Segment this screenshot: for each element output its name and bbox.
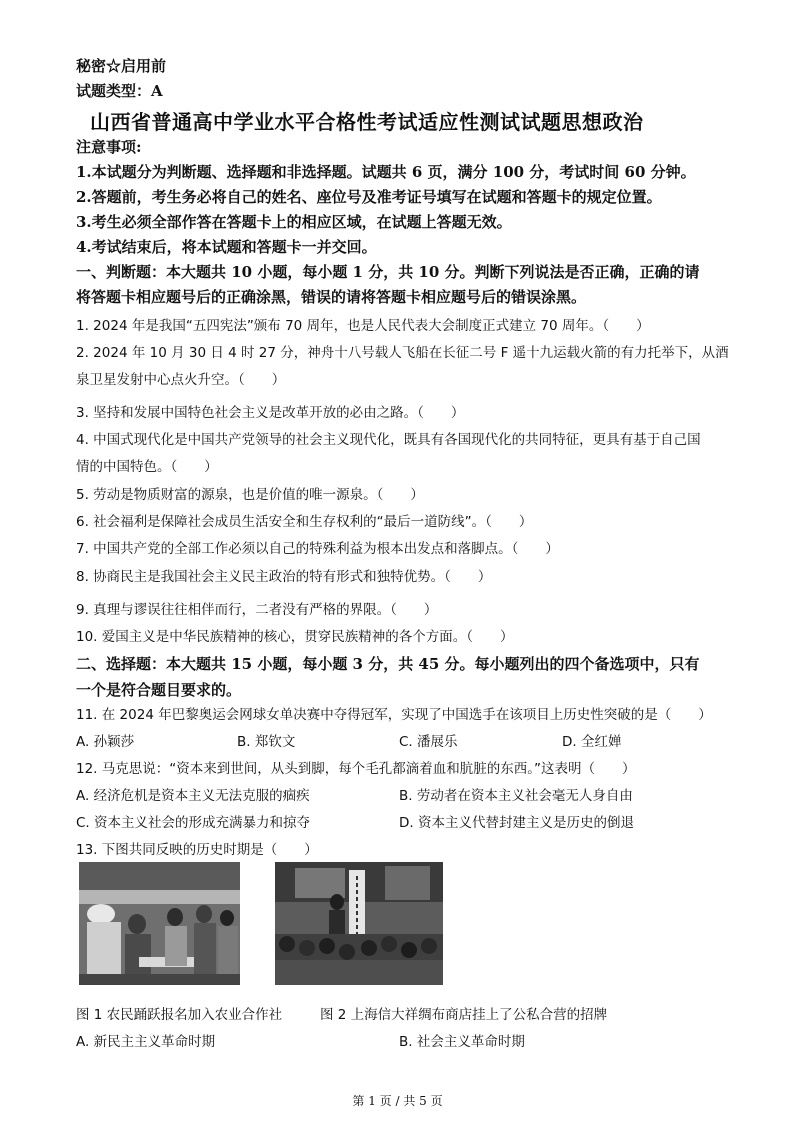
judge-question: 9. 真理与谬误往往相伴而行，二者没有严格的界限。（ ） bbox=[76, 602, 438, 618]
judge-question-cont: 情的中国特色。（ ） bbox=[76, 459, 218, 475]
secret-label: 秘密☆启用前 bbox=[76, 57, 167, 75]
choice-question-stem: 13. 下图共同反映的历史时期是（ ） bbox=[76, 842, 318, 858]
option-c: C. 潘展乐 bbox=[399, 734, 458, 750]
note-item: 4.考试结束后，将本试题和答题卡一并交回。 bbox=[76, 238, 377, 256]
option-d: D. 资本主义代替封建主义是历史的倒退 bbox=[399, 815, 634, 831]
choice-question-stem: 12. 马克思说：“资本来到世间，从头到脚，每个毛孔都滴着血和肮脏的东西。”这表明（ ） bbox=[76, 761, 636, 777]
judge-question-cont: 泉卫星发射中心点火升空。（ ） bbox=[76, 372, 286, 388]
note-item: 1.本试题分为判断题、选择题和非选择题。试题共 6 页，满分 100 分，考试时间 60 分钟。 bbox=[76, 163, 696, 181]
judge-question: 3. 坚持和发展中国特色社会主义是改革开放的必由之路。（ ） bbox=[76, 405, 465, 421]
section2-heading-cont: 一个是符合题目要求的。 bbox=[76, 681, 242, 699]
option-b: B. 郑钦文 bbox=[237, 734, 296, 750]
judge-question: 4. 中国式现代化是中国共产党领导的社会主义现代化，既具有各国现代化的共同特征，更具有基于自己国 bbox=[76, 432, 701, 448]
judge-question: 10. 爱国主义是中华民族精神的核心，贯穿民族精神的各个方面。（ ） bbox=[76, 629, 514, 645]
judge-question: 5. 劳动是物质财富的源泉，也是价值的唯一源泉。（ ） bbox=[76, 487, 424, 503]
notes-heading: 注意事项: bbox=[76, 138, 142, 156]
judge-question: 6. 社会福利是保障社会成员生活安全和生存权利的“最后一道防线”。（ ） bbox=[76, 514, 533, 530]
section1-heading-cont: 将答题卡相应题号后的正确涂黑，错误的请将答题卡相应题号后的错误涂黑。 bbox=[76, 288, 587, 306]
option-c: C. 资本主义社会的形成充满暴力和掠夺 bbox=[76, 815, 311, 831]
note-item: 2.答题前，考生务必将自己的姓名、座位号及准考证号填写在试题和答题卡的规定位置。 bbox=[76, 188, 662, 206]
photo-farmers-cooperative bbox=[79, 862, 240, 985]
note-item: 3.考生必须全部作答在答题卡上的相应区域，在试题上答题无效。 bbox=[76, 213, 512, 231]
judge-question: 7. 中国共产党的全部工作必须以自己的特殊利益为根本出发点和落脚点。（ ） bbox=[76, 541, 559, 557]
judge-question: 2. 2024 年 10 月 30 日 4 时 27 分，神舟十八号载人飞船在长征二号 F 遥十九运载火箭的有力托举下，从酒 bbox=[76, 345, 729, 361]
judge-question: 1. 2024 年是我国“五四宪法”颁布 70 周年，也是人民代表大会制度正式建立 70 周年。（ ） bbox=[76, 318, 650, 334]
option-a: A. 新民主主义革命时期 bbox=[76, 1034, 216, 1050]
page-title: 山西省普通高中学业水平合格性考试适应性测试试题思想政治 bbox=[90, 110, 644, 134]
option-a: A. 经济危机是资本主义无法克服的痼疾 bbox=[76, 788, 310, 804]
option-d: D. 全红婵 bbox=[562, 734, 622, 750]
option-a: A. 孙颖莎 bbox=[76, 734, 135, 750]
page-footer: 第 1 页 / 共 5 页 bbox=[352, 1094, 443, 1108]
section1-heading: 一、判断题：本大题共 10 小题，每小题 1 分，共 10 分。判断下列说法是否正确，正确的请 bbox=[76, 263, 700, 281]
photo-shanghai-store-sign bbox=[275, 862, 443, 985]
judge-question: 8. 协商民主是我国社会主义民主政治的特有形式和独特优势。（ ） bbox=[76, 569, 492, 585]
section2-heading: 二、选择题：本大题共 15 小题，每小题 3 分，共 45 分。每小题列出的四个备选项中，只有 bbox=[76, 655, 700, 673]
exam-type-label: 试题类型：A bbox=[76, 82, 163, 100]
choice-question-stem: 11. 在 2024 年巴黎奥运会网球女单决赛中夺得冠军，实现了中国选手在该项目上历史性突破的是（ ） bbox=[76, 707, 712, 723]
figure-caption-1: 图 1 农民踊跃报名加入农业合作社 bbox=[76, 1007, 283, 1023]
option-b: B. 社会主义革命时期 bbox=[399, 1034, 525, 1050]
option-b: B. 劳动者在资本主义社会毫无人身自由 bbox=[399, 788, 633, 804]
figure-caption-2: 图 2 上海信大祥绸布商店挂上了公私合营的招牌 bbox=[320, 1007, 608, 1023]
